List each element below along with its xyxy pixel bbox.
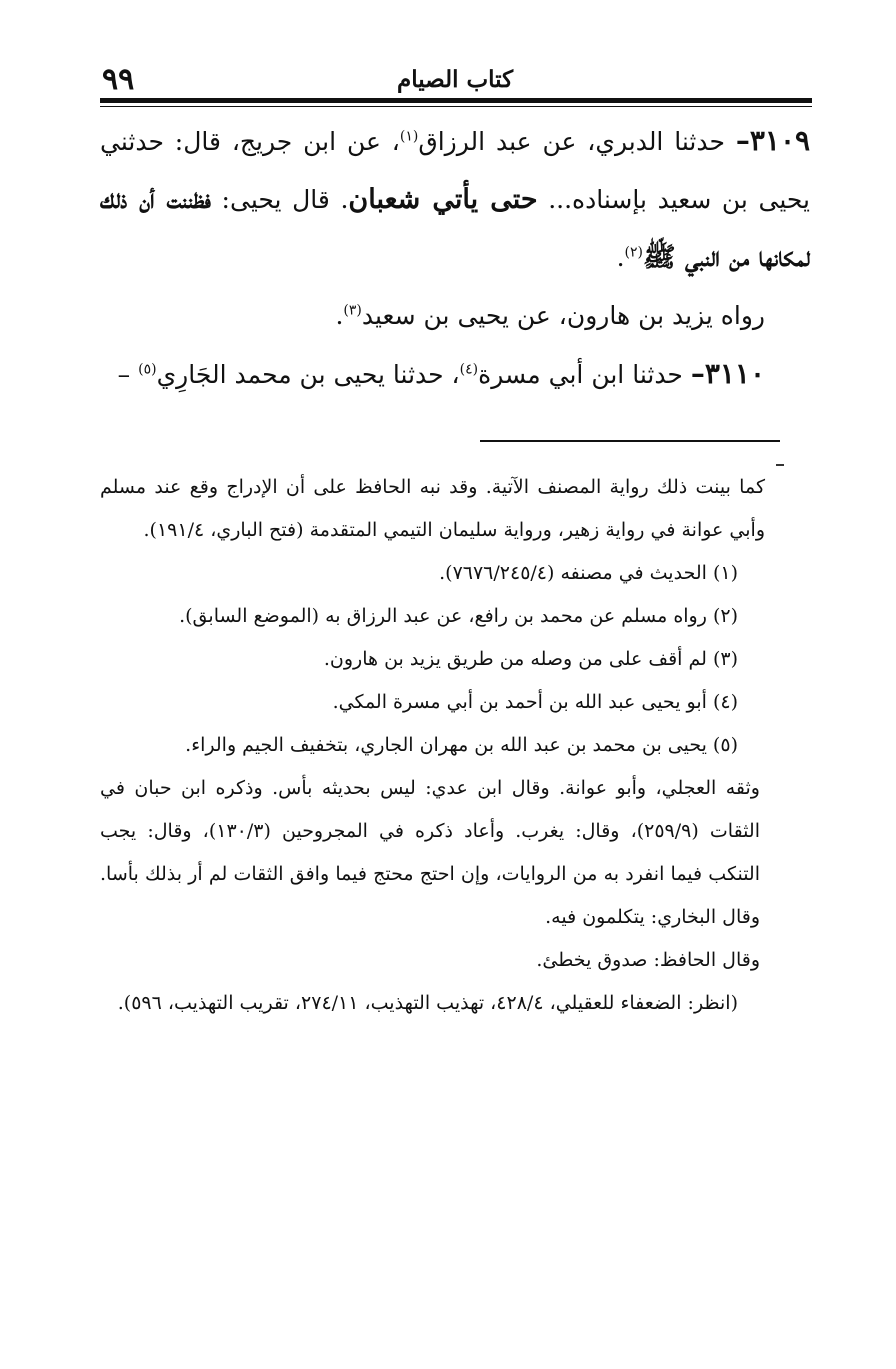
text-span: حدثنا الدبري، عن عبد الرزاق (418, 127, 736, 156)
footnote-5-paragraph: وثقه العجلي، وأبو عوانة. وقال ابن عدي: ليس بحديثه بأس. وذكره ابن حبان في الثقات (٢٥٩/٩)، وقال: يغرب. وأعاد ذكره في المجروحين (١٣٠/٣)، وقال: يجب التنكب فيما انفرد به من الروايات، وإن احتج محتج فيما وافق الثقات لم أر بذلك بأسا. وقال البخاري: يتكلمون فيه. (100, 777, 760, 928)
footnote-ref: (٣) (343, 302, 362, 319)
running-header (100, 62, 810, 96)
footnote-5: (٥) يحيى بن محمد بن عبد الله بن مهران الجاري، بتخفيف الجيم والراء. (185, 734, 738, 756)
text-span: حدثنا ابن أبي مسرة (478, 360, 691, 389)
hadith-3110 (100, 345, 810, 404)
footnotes (100, 466, 810, 1025)
bold-text: حتى يأتي شعبان (348, 184, 538, 215)
hadith-3109 (100, 112, 810, 287)
footnote-5-references: (انظر: الضعفاء للعقيلي، ٤٢٨/٤، تهذيب التهذيب، ٢٧٤/١١، تقريب التهذيب، ٥٩٦). (117, 992, 738, 1014)
footnote-ref: (٤) (459, 361, 479, 378)
text-span: – (117, 360, 139, 389)
text-span: رواه يزيد بن هارون، عن يحيى بن سعيد (361, 301, 765, 330)
footnote-4: (٤) أبو يحيى عبد الله بن أحمد بن أبي مسرة المكي. (332, 691, 738, 713)
footnote-3: (٣) لم أقف على من وصله من طريق يزيد بن هارون. (323, 648, 738, 670)
text-span: ، عن ابن جريج، قال: حدثني يحيى بن سعيد بإسناده... (100, 127, 811, 214)
hadith-number: ٣١١٠– (690, 357, 765, 390)
footnote-1: (١) الحديث في مصنفه (٧٦٧٦/٢٤٥/٤). (439, 562, 738, 584)
page-number: ٩٩ (102, 62, 135, 97)
text-span: . (616, 243, 625, 272)
text-span: . (335, 301, 344, 330)
header-rule-thick (100, 98, 812, 103)
text-span: ، حدثنا يحيى بن محمد الجَارِي (156, 360, 460, 389)
book-title: كتاب الصيام (396, 66, 514, 93)
header-rule-thin (100, 106, 812, 107)
footnote-continuation: كما بينت ذلك رواية المصنف الآتية. وقد نبه الحافظ على أن الإدراج وقع عند مسلم وأبي عوانة في رواية زهير، ورواية سليمان التيمي المتقدمة (فتح الباري، ١٩١/٤). (100, 476, 765, 541)
footnote-2: (٢) رواه مسلم عن محمد بن رافع، عن عبد الرزاق به (الموضع السابق). (179, 605, 738, 627)
footnote-ref: (٥) (138, 361, 157, 378)
text-span: . قال يحيى: (210, 185, 349, 214)
hadith-number: ٣١٠٩– (735, 124, 811, 157)
footnote-separator (480, 440, 780, 442)
footnote-ref: (١) (399, 128, 419, 145)
riwaya-note (100, 287, 810, 345)
footnote-5-paragraph: وقال الحافظ: صدوق يخطئ. (536, 949, 760, 971)
bold-text: فظننت أن ذلك لمكانها من النبي ﷺ (100, 184, 810, 273)
main-text (100, 112, 810, 404)
footnote-ref: (٢) (624, 244, 643, 261)
